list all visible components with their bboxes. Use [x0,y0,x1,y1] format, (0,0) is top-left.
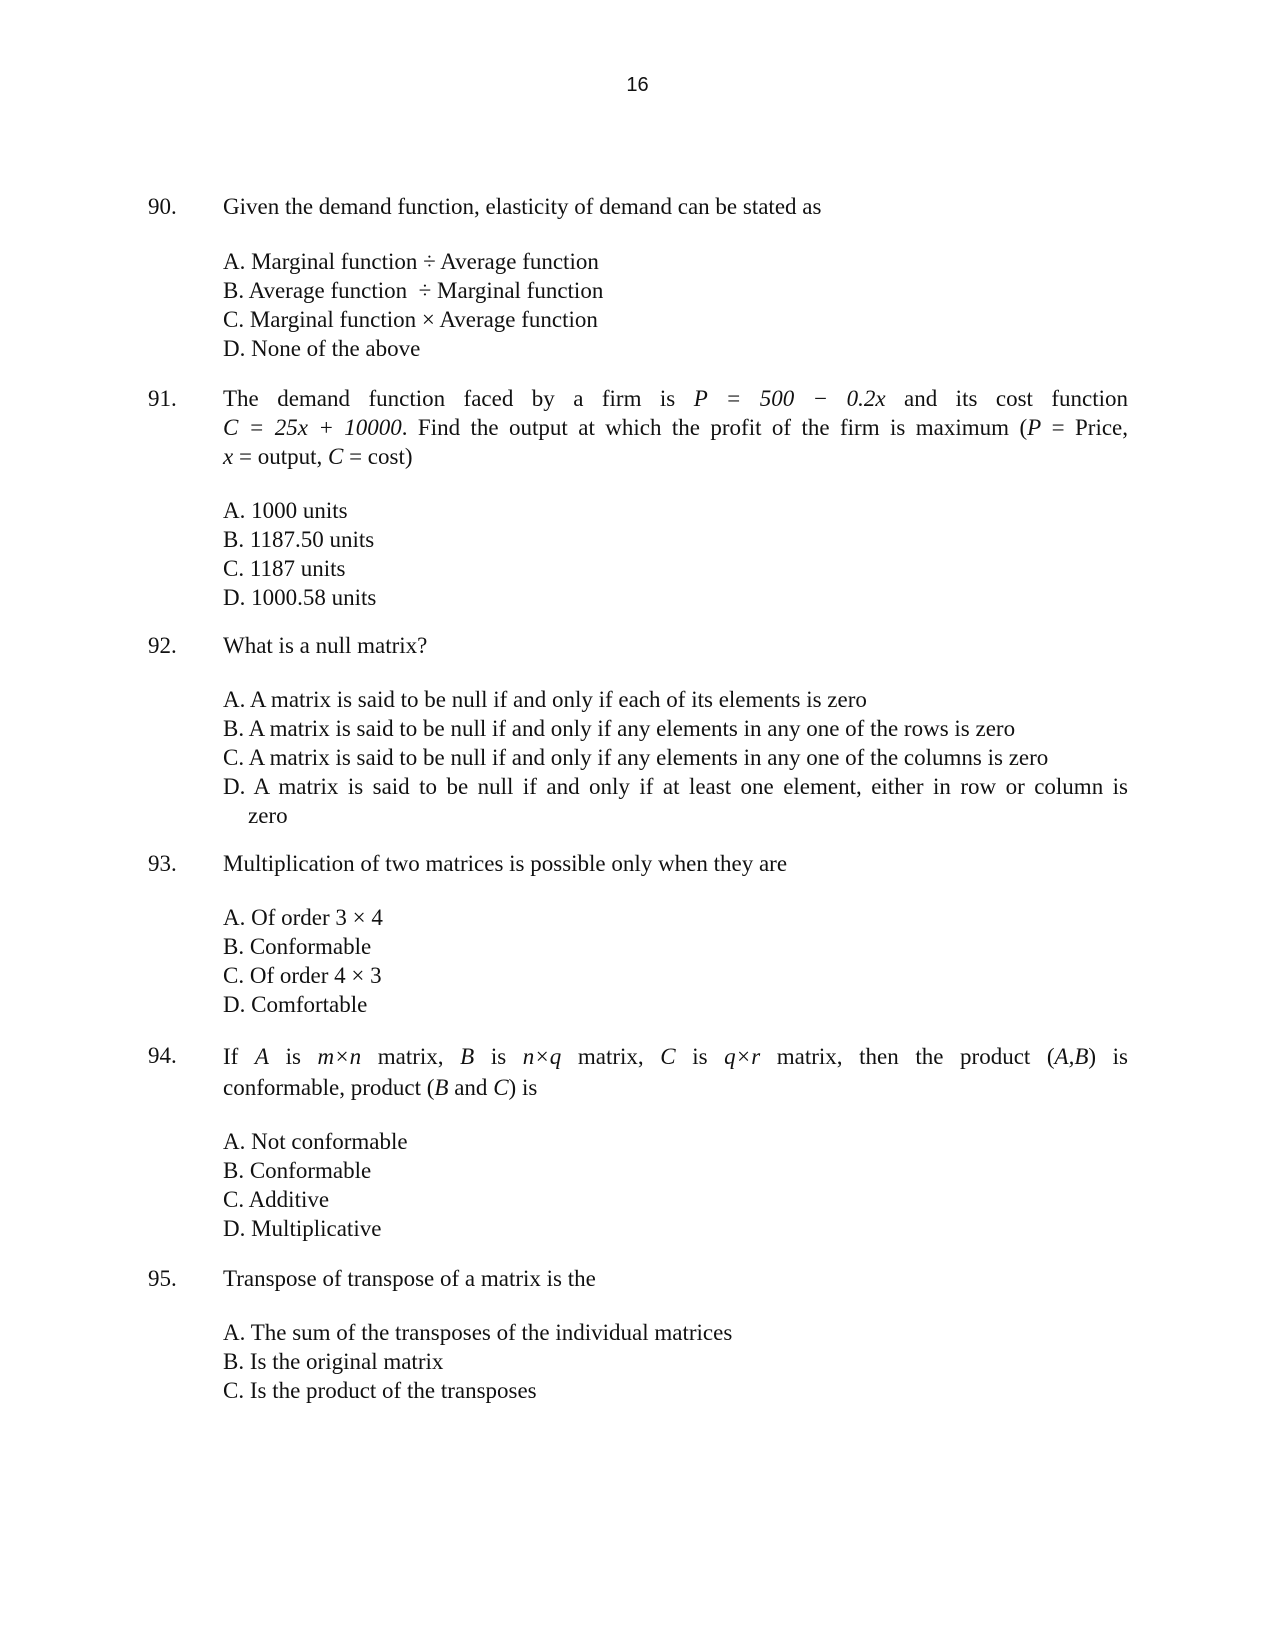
question-92 [148,631,1128,830]
option-d: D. None of the above [223,336,421,361]
option-list [223,247,1128,363]
order-qxr: q×r [724,1044,761,1069]
matrix-b: B [434,1075,449,1100]
stem-line-2 [223,1072,1128,1103]
question-94 [148,1041,1128,1243]
question-number: 95. [148,1266,177,1291]
matrix-b: B [460,1044,475,1069]
stem-text: and [448,1075,494,1100]
option-b: B. 1187.50 units [223,527,375,552]
stem-text: = cost) [343,444,413,469]
option-b: B. A matrix is said to be null if and only if any elements in any one of the rows is zero [223,716,1016,741]
matrix-c: C [660,1044,676,1069]
product-ab: A,B [1054,1044,1089,1069]
question-91 [148,384,1128,612]
option-list [223,1318,1128,1405]
stem-text: and its cost function [885,386,1128,411]
question-90 [148,192,1128,363]
demand-equation: P = 500 − 0.2x [693,386,886,411]
stem-line-1 [223,384,1128,413]
option-b: B. Conformable [223,934,372,959]
question-stem: Given the demand function, elasticity of demand can be stated as [223,194,822,219]
stem-text: matrix, [561,1044,661,1069]
option-list [223,1127,1128,1243]
option-b: B. Is the original matrix [223,1349,444,1374]
stem-text: is [268,1044,318,1069]
stem-text: = Price, [1041,415,1128,440]
stem-text: The demand function faced by a firm is [223,386,694,411]
option-b: B. Conformable [223,1158,372,1183]
option-a: A. 1000 units [223,498,348,523]
question-number: 91. [148,386,177,411]
order-mxn: m×n [317,1044,362,1069]
question-number: 92. [148,633,177,658]
question-number: 90. [148,194,177,219]
option-d: D. Comfortable [223,992,368,1017]
option-c: C. Additive [223,1187,330,1212]
stem-text: = output, [233,444,328,469]
question-stem: What is a null matrix? [223,633,428,658]
question-stem: Transpose of transpose of a matrix is the [223,1266,596,1291]
var-c: C [327,444,344,469]
question-95 [148,1264,1128,1405]
stem-text: is [675,1044,725,1069]
question-stem: Multiplication of two matrices is possible only when they are [223,851,788,876]
stem-text: ) is [1088,1044,1129,1069]
question-stem [223,384,1128,471]
option-list [223,685,1128,830]
option-a: A. A matrix is said to be null if and only if each of its elements is zero [223,687,867,712]
stem-line-2 [223,413,1128,442]
matrix-c: C [493,1075,509,1100]
stem-line-1 [223,1041,1128,1072]
option-c: C. Is the product of the transposes [223,1378,537,1403]
option-d-continuation: zero [248,803,288,828]
question-stem [223,1041,1128,1103]
question-93 [148,849,1128,1019]
option-list [223,903,1128,1019]
option-d: D. Multiplicative [223,1216,382,1241]
option-list [223,496,1128,612]
option-c: C. Of order 4 × 3 [223,963,382,988]
stem-text: ) is [508,1075,538,1100]
option-c: C. Marginal function × Average function [223,307,598,332]
stem-line-3 [223,442,1128,471]
question-number: 94. [148,1043,177,1068]
stem-text: matrix, [361,1044,461,1069]
stem-text: is [474,1044,523,1069]
cost-equation: C = 25x + 10000 [223,415,402,440]
option-d: D. A matrix is said to be null if and only if at least one element, either in row or column is [223,774,1128,799]
question-number: 93. [148,851,177,876]
option-c: C. 1187 units [223,556,346,581]
option-a: A. Marginal function ÷ Average function [223,249,599,274]
var-p: P [1027,415,1042,440]
option-d: D. 1000.58 units [223,585,377,610]
option-a: A. The sum of the transposes of the individual matrices [223,1320,733,1345]
option-a: A. Of order 3 × 4 [223,905,383,930]
option-b: B. Average function ÷ Marginal function [223,278,604,303]
order-nxq: n×q [522,1044,562,1069]
stem-text: If [223,1044,255,1069]
option-a: A. Not conformable [223,1129,408,1154]
option-c: C. A matrix is said to be null if and only if any elements in any one of the columns is zero [223,745,1049,770]
stem-text: conformable, product ( [223,1075,435,1100]
matrix-a: A [254,1044,269,1069]
page-number: 16 [626,74,649,96]
stem-text: . Find the output at which the profit of the firm is maximum ( [401,415,1028,440]
stem-text: matrix, then the product ( [760,1044,1055,1069]
var-x: x [223,444,234,469]
